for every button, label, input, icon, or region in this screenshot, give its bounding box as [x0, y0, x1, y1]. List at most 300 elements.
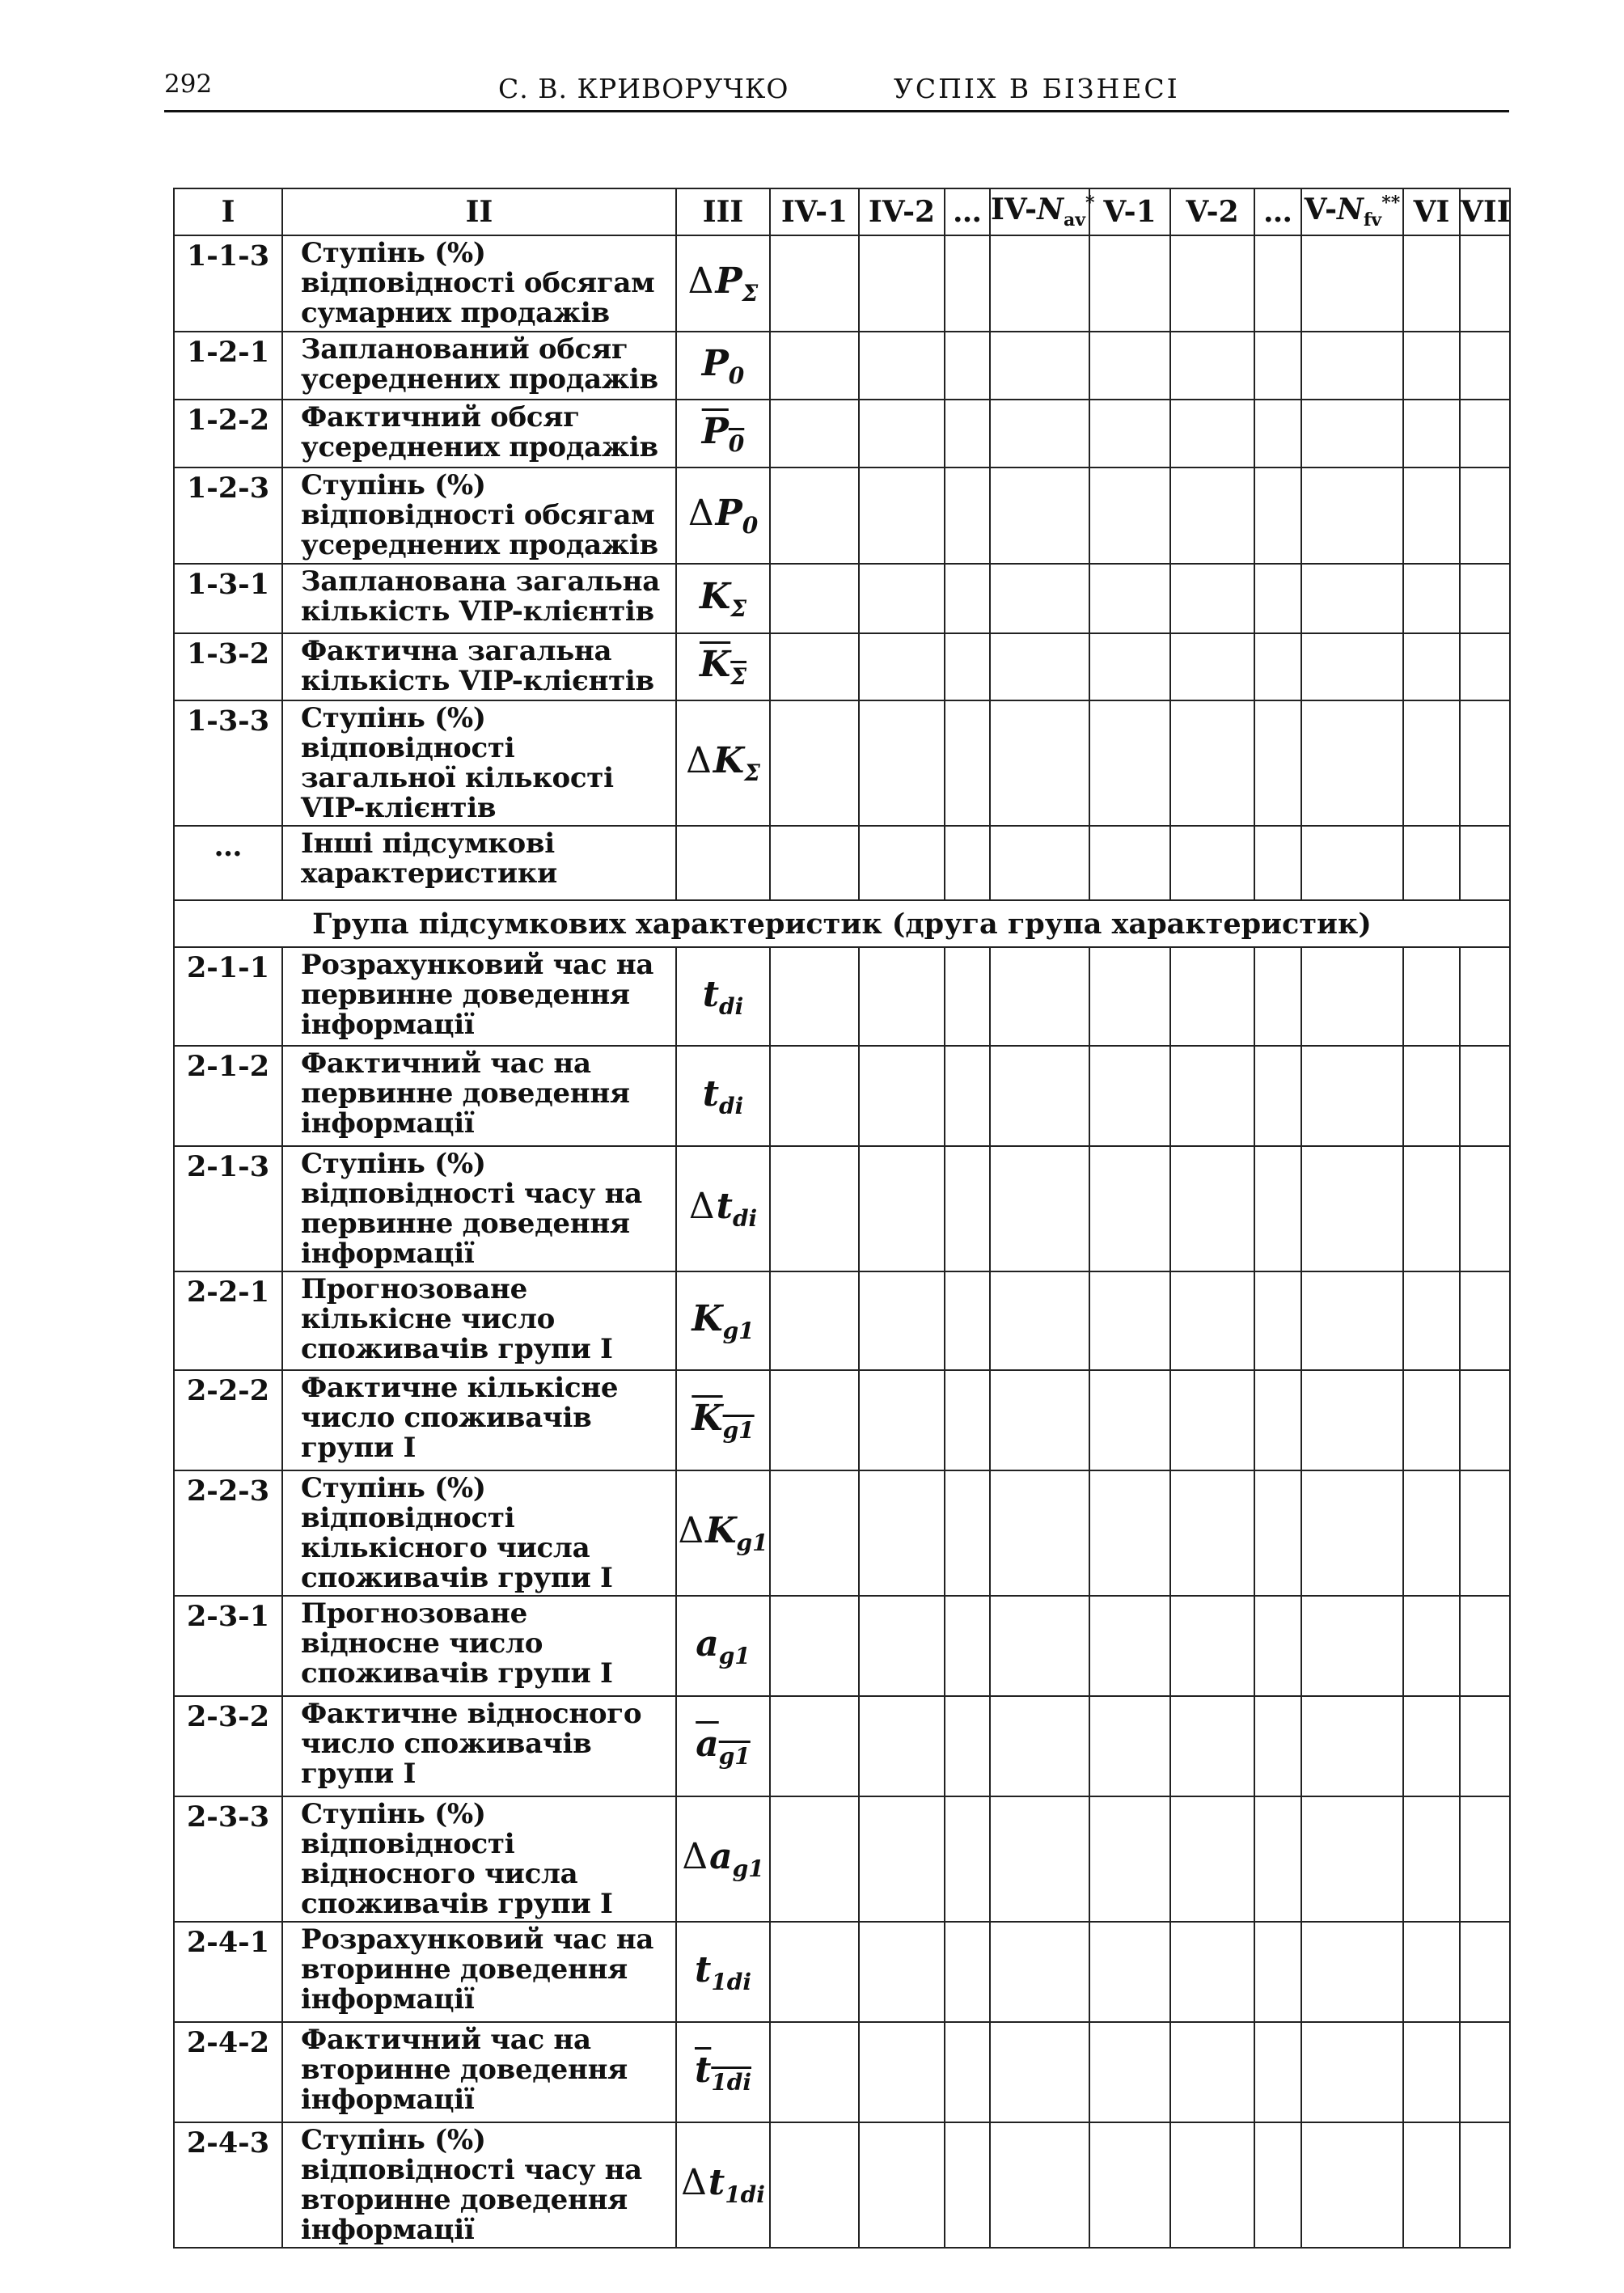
empty-cell [770, 564, 859, 633]
empty-cell [1254, 1146, 1301, 1271]
empty-cell [770, 1146, 859, 1271]
empty-cell [990, 1046, 1089, 1146]
empty-cell [945, 947, 990, 1046]
symbol-subscript: di [719, 1092, 744, 1119]
empty-cell [945, 1596, 990, 1696]
empty-cell [770, 2022, 859, 2122]
symbol-base: $P_0$ [701, 342, 745, 389]
symbol-subscript: g1 [722, 1317, 755, 1344]
symbol-base: $P_0$ [715, 493, 759, 539]
empty-cell [1301, 2022, 1403, 2122]
empty-cell [1301, 2122, 1403, 2248]
symbol-subscript: 1di [725, 2181, 765, 2208]
row-code: 1-2-1 [174, 332, 282, 400]
empty-cell [1089, 1370, 1170, 1470]
empty-cell [945, 1796, 990, 1922]
empty-cell [770, 467, 859, 564]
row-code: 2-4-3 [174, 2122, 282, 2248]
empty-cell [1301, 826, 1403, 900]
symbol-subscript: g1 [722, 1416, 755, 1444]
empty-cell [945, 2022, 990, 2122]
empty-cell [990, 2122, 1089, 2248]
row-symbol [676, 947, 770, 1046]
empty-cell [1089, 467, 1170, 564]
empty-cell [770, 1796, 859, 1922]
empty-cell [1254, 1922, 1301, 2022]
column-header [1460, 188, 1510, 235]
row-name: Прогнозоване кількісне число споживачів групи I [282, 1271, 676, 1370]
empty-cell [859, 564, 945, 633]
symbol-subscript: g1 [736, 1529, 768, 1556]
row-code: 1-3-2 [174, 633, 282, 700]
table-row [174, 1470, 1510, 1596]
empty-cell [1460, 1370, 1510, 1470]
empty-cell [945, 1271, 990, 1370]
empty-cell [1301, 467, 1403, 564]
empty-cell [770, 332, 859, 400]
empty-cell [1403, 1470, 1460, 1596]
empty-cell [945, 235, 990, 332]
row-symbol [676, 1796, 770, 1922]
page-number: 292 [164, 70, 213, 99]
empty-cell [1301, 1046, 1403, 1146]
empty-cell [1301, 700, 1403, 826]
empty-cell [990, 1146, 1089, 1271]
empty-cell [990, 2022, 1089, 2122]
symbol-subscript: Σ [742, 279, 759, 307]
empty-cell [990, 564, 1089, 633]
column-header-text: V- [1304, 192, 1338, 227]
symbol-base: $P_0$ [701, 410, 745, 457]
row-symbol [676, 1696, 770, 1796]
empty-cell [1170, 467, 1254, 564]
empty-cell [1089, 1922, 1170, 2022]
symbol-subscript: 0 [728, 429, 745, 457]
empty-cell [859, 1370, 945, 1470]
column-header-sub: fv [1363, 209, 1382, 231]
author-name: С. В. КРИВОРУЧКО [498, 73, 789, 104]
row-symbol [676, 1596, 770, 1696]
symbol-base: $a_{g1}$ [709, 1836, 764, 1882]
empty-cell [1170, 1796, 1254, 1922]
empty-cell [945, 826, 990, 900]
row-symbol [676, 1046, 770, 1146]
empty-cell [1403, 1370, 1460, 1470]
empty-cell [1403, 467, 1460, 564]
column-header-text: I [221, 195, 235, 229]
empty-cell [1254, 564, 1301, 633]
row-symbol [676, 235, 770, 332]
empty-cell [1460, 1470, 1510, 1596]
row-name: Розрахунковий час на первинне доведення інформації [282, 947, 676, 1046]
empty-cell [770, 1596, 859, 1696]
row-name: Фактичне відносного число споживачів групи I [282, 1696, 676, 1796]
empty-cell [1460, 1796, 1510, 1922]
column-header [945, 188, 990, 235]
symbol-base: $K_{g1}$ [691, 1397, 755, 1444]
empty-cell [1460, 947, 1510, 1046]
table-row [174, 1796, 1510, 1922]
empty-cell [1460, 235, 1510, 332]
column-header-text: II [465, 195, 493, 229]
empty-cell [1460, 1922, 1510, 2022]
empty-cell [1254, 1046, 1301, 1146]
empty-cell [1301, 633, 1403, 700]
empty-cell [1170, 826, 1254, 900]
empty-cell [1301, 235, 1403, 332]
column-header-text: IV-2 [868, 195, 936, 229]
empty-cell [1403, 1696, 1460, 1796]
empty-cell [770, 826, 859, 900]
empty-cell [1170, 947, 1254, 1046]
delta-symbol: Δ [678, 1510, 704, 1552]
row-symbol [676, 633, 770, 700]
table-row [174, 467, 1510, 564]
empty-cell [945, 1922, 990, 2022]
empty-cell [990, 1696, 1089, 1796]
empty-cell [1254, 633, 1301, 700]
empty-cell [1089, 332, 1170, 400]
empty-cell [1460, 564, 1510, 633]
column-header-sub: av [1064, 209, 1086, 231]
empty-cell [1403, 564, 1460, 633]
row-name: Інші підсумкові характеристики [282, 826, 676, 900]
empty-cell [1170, 2022, 1254, 2122]
empty-cell [770, 1696, 859, 1796]
row-symbol [676, 1370, 770, 1470]
empty-cell [1170, 1370, 1254, 1470]
empty-cell [859, 700, 945, 826]
empty-cell [1301, 1370, 1403, 1470]
empty-cell [1403, 826, 1460, 900]
symbol-subscript: Σ [744, 759, 760, 786]
empty-cell [1403, 947, 1460, 1046]
book-title: УСПІХ В БІЗНЕСІ [894, 73, 1180, 104]
empty-cell [1254, 1596, 1301, 1696]
empty-cell [859, 467, 945, 564]
symbol-base: $t_{1di}$ [708, 2162, 765, 2208]
symbol-base: $K_{g1}$ [691, 1297, 755, 1344]
empty-cell [770, 1271, 859, 1370]
empty-cell [1170, 400, 1254, 467]
symbol-subscript: 0 [728, 362, 745, 389]
symbol-base: $t_{di}$ [702, 1072, 744, 1119]
row-code: 2-4-1 [174, 1922, 282, 2022]
empty-cell [945, 467, 990, 564]
empty-cell [1301, 400, 1403, 467]
empty-cell [1089, 700, 1170, 826]
empty-cell [859, 235, 945, 332]
row-symbol [676, 467, 770, 564]
empty-cell [859, 1146, 945, 1271]
empty-cell [945, 633, 990, 700]
symbol-subscript: g1 [732, 1855, 764, 1882]
column-header-text: … [953, 195, 982, 229]
column-header-var: N [1337, 192, 1364, 227]
empty-cell [1403, 235, 1460, 332]
column-header [1403, 188, 1460, 235]
empty-cell [1403, 1596, 1460, 1696]
empty-cell [990, 633, 1089, 700]
column-header [990, 188, 1095, 235]
empty-cell [1170, 332, 1254, 400]
empty-cell [1089, 1146, 1170, 1271]
empty-cell [1254, 1370, 1301, 1470]
empty-cell [990, 400, 1089, 467]
row-code: 2-1-2 [174, 1046, 282, 1146]
table-row [174, 2122, 1510, 2248]
empty-cell [1170, 1696, 1254, 1796]
empty-cell [990, 1796, 1089, 1922]
symbol-base: $t_{di}$ [716, 1186, 758, 1232]
empty-cell [990, 1370, 1089, 1470]
empty-cell [990, 1470, 1089, 1596]
symbol-base: $K_\Sigma$ [713, 740, 760, 786]
column-header-text: IV-1 [780, 195, 848, 229]
row-name: Фактичний обсяг усереднених продажів [282, 400, 676, 467]
table-row [174, 1046, 1510, 1146]
row-symbol [676, 1470, 770, 1596]
column-header-text: III [702, 195, 744, 229]
characteristics-table [173, 188, 1511, 2249]
empty-cell [1403, 1271, 1460, 1370]
empty-cell [859, 400, 945, 467]
group-title: Група підсумкових характеристик (друга група характеристик) [174, 900, 1510, 947]
empty-cell [945, 1696, 990, 1796]
empty-cell [1089, 826, 1170, 900]
empty-cell [859, 2022, 945, 2122]
empty-cell [1254, 400, 1301, 467]
empty-cell [1089, 235, 1170, 332]
empty-cell [1403, 2022, 1460, 2122]
empty-cell [945, 1146, 990, 1271]
empty-cell [1301, 947, 1403, 1046]
empty-cell [1254, 1470, 1301, 1596]
column-header [1301, 188, 1403, 235]
row-symbol [676, 564, 770, 633]
column-header-text: V-1 [1103, 195, 1157, 229]
empty-cell [1301, 564, 1403, 633]
symbol-base: $K_\Sigma$ [699, 575, 747, 622]
row-name: Запланований обсяг усереднених продажів [282, 332, 676, 400]
table-row [174, 1596, 1510, 1696]
delta-symbol: Δ [687, 493, 714, 535]
empty-cell [859, 1046, 945, 1146]
column-header-text: V-2 [1186, 195, 1239, 229]
empty-cell [1170, 1146, 1254, 1271]
symbol-subscript: g1 [718, 1642, 751, 1669]
row-symbol [676, 400, 770, 467]
table-row [174, 2022, 1510, 2122]
row-name: Фактичне кількісне число споживачів групи I [282, 1370, 676, 1470]
symbol-base: $t_{1di}$ [694, 2049, 752, 2096]
empty-cell [990, 235, 1089, 332]
symbol-subscript: Σ [730, 662, 747, 690]
column-header-text: VII [1461, 195, 1511, 229]
column-header [282, 188, 676, 235]
empty-cell [1460, 1696, 1510, 1796]
symbol-base: $t_{di}$ [702, 973, 744, 1020]
table-row [174, 826, 1510, 900]
delta-symbol: Δ [688, 1186, 715, 1228]
empty-cell [1089, 633, 1170, 700]
empty-cell [1170, 1470, 1254, 1596]
row-code: 2-2-1 [174, 1271, 282, 1370]
empty-cell [1254, 700, 1301, 826]
row-name: Запланована загальна кількість VIP-клієнтів [282, 564, 676, 633]
empty-cell [1254, 2122, 1301, 2248]
empty-cell [1170, 633, 1254, 700]
table-row [174, 1370, 1510, 1470]
column-header-var: N [1037, 192, 1064, 227]
row-code: 1-3-1 [174, 564, 282, 633]
empty-cell [859, 1696, 945, 1796]
table-row [174, 332, 1510, 400]
symbol-subscript: 1di [711, 1968, 752, 1995]
row-code: 2-1-1 [174, 947, 282, 1046]
row-code: 2-3-3 [174, 1796, 282, 1922]
empty-cell [1170, 700, 1254, 826]
row-code: 1-1-3 [174, 235, 282, 332]
delta-symbol: Δ [687, 260, 714, 302]
column-header [1254, 188, 1301, 235]
empty-cell [1170, 1046, 1254, 1146]
table-row [174, 1271, 1510, 1370]
empty-cell [1089, 2122, 1170, 2248]
running-header [164, 65, 1509, 112]
empty-cell [1460, 400, 1510, 467]
empty-cell [1460, 2122, 1510, 2248]
table-row [174, 564, 1510, 633]
empty-cell [1460, 1271, 1510, 1370]
table-header-row [174, 188, 1510, 235]
column-header-sup: ** [1381, 192, 1401, 214]
empty-cell [1089, 1271, 1170, 1370]
empty-cell [945, 1046, 990, 1146]
empty-cell [1170, 235, 1254, 332]
empty-cell [859, 1922, 945, 2022]
empty-cell [990, 1271, 1089, 1370]
empty-cell [1089, 1796, 1170, 1922]
empty-cell [945, 1470, 990, 1596]
row-name: Фактичний час на вторинне доведення інформації [282, 2022, 676, 2122]
empty-cell [990, 1922, 1089, 2022]
empty-cell [945, 700, 990, 826]
empty-cell [1460, 700, 1510, 826]
empty-cell [859, 1271, 945, 1370]
empty-cell [1301, 1271, 1403, 1370]
empty-cell [770, 1370, 859, 1470]
empty-cell [945, 2122, 990, 2248]
table-row [174, 700, 1510, 826]
table-row [174, 633, 1510, 700]
empty-cell [770, 947, 859, 1046]
empty-cell [1301, 1146, 1403, 1271]
symbol-subscript: di [719, 992, 744, 1020]
empty-cell [1254, 826, 1301, 900]
empty-cell [945, 1370, 990, 1470]
empty-cell [1254, 947, 1301, 1046]
table-row [174, 1922, 1510, 2022]
empty-cell [1254, 467, 1301, 564]
empty-cell [770, 633, 859, 700]
row-name: Фактична загальна кількість VIP-клієнтів [282, 633, 676, 700]
empty-cell [1254, 1271, 1301, 1370]
row-name: Ступінь (%) відповідності кількісного числа споживачів групи I [282, 1470, 676, 1596]
empty-cell [1254, 332, 1301, 400]
empty-cell [859, 1596, 945, 1696]
empty-cell [1403, 1146, 1460, 1271]
empty-cell [1089, 2022, 1170, 2122]
symbol-subscript: g1 [718, 1742, 751, 1770]
table-row [174, 1696, 1510, 1796]
row-code: 2-2-3 [174, 1470, 282, 1596]
empty-cell [1460, 2022, 1510, 2122]
empty-cell [770, 1046, 859, 1146]
column-header [676, 188, 770, 235]
empty-cell [1460, 1046, 1510, 1146]
row-code: 2-1-3 [174, 1146, 282, 1271]
delta-symbol: Δ [681, 2162, 707, 2204]
table-row [174, 400, 1510, 467]
empty-cell [1460, 467, 1510, 564]
row-name: Ступінь (%) відповідності загальної кількості VIP-клієнтів [282, 700, 676, 826]
empty-cell [1301, 332, 1403, 400]
empty-cell [770, 2122, 859, 2248]
column-header [859, 188, 945, 235]
row-symbol [676, 332, 770, 400]
empty-cell [1170, 1596, 1254, 1696]
table-row [174, 235, 1510, 332]
empty-cell [1460, 633, 1510, 700]
row-name: Ступінь (%) відповідності часу на первинне доведення інформації [282, 1146, 676, 1271]
row-name: Ступінь (%) відповідності обсягам сумарних продажів [282, 235, 676, 332]
empty-cell [1254, 1796, 1301, 1922]
row-name: Прогнозоване відносне число споживачів групи I [282, 1596, 676, 1696]
empty-cell [859, 633, 945, 700]
empty-cell [1460, 1146, 1510, 1271]
empty-cell [1460, 826, 1510, 900]
row-symbol [676, 1922, 770, 2022]
row-symbol [676, 700, 770, 826]
row-code: 1-2-2 [174, 400, 282, 467]
symbol-subscript: Σ [730, 594, 747, 622]
empty-cell [1254, 1696, 1301, 1796]
empty-cell [1170, 1271, 1254, 1370]
row-code: … [174, 826, 282, 900]
symbol-base: $a_{g1}$ [696, 1723, 751, 1770]
column-header [770, 188, 859, 235]
empty-cell [1089, 400, 1170, 467]
empty-cell [1403, 400, 1460, 467]
empty-cell [1403, 633, 1460, 700]
empty-cell [1301, 1596, 1403, 1696]
empty-cell [859, 1470, 945, 1596]
row-symbol [676, 2022, 770, 2122]
empty-cell [859, 1796, 945, 1922]
row-symbol [676, 826, 770, 900]
row-symbol [676, 1271, 770, 1370]
column-header [1170, 188, 1254, 235]
delta-symbol: Δ [686, 740, 712, 782]
empty-cell [1170, 1922, 1254, 2022]
empty-cell [770, 235, 859, 332]
empty-cell [859, 2122, 945, 2248]
column-header [1089, 188, 1170, 235]
row-code: 2-4-2 [174, 2022, 282, 2122]
empty-cell [1089, 947, 1170, 1046]
empty-cell [945, 400, 990, 467]
